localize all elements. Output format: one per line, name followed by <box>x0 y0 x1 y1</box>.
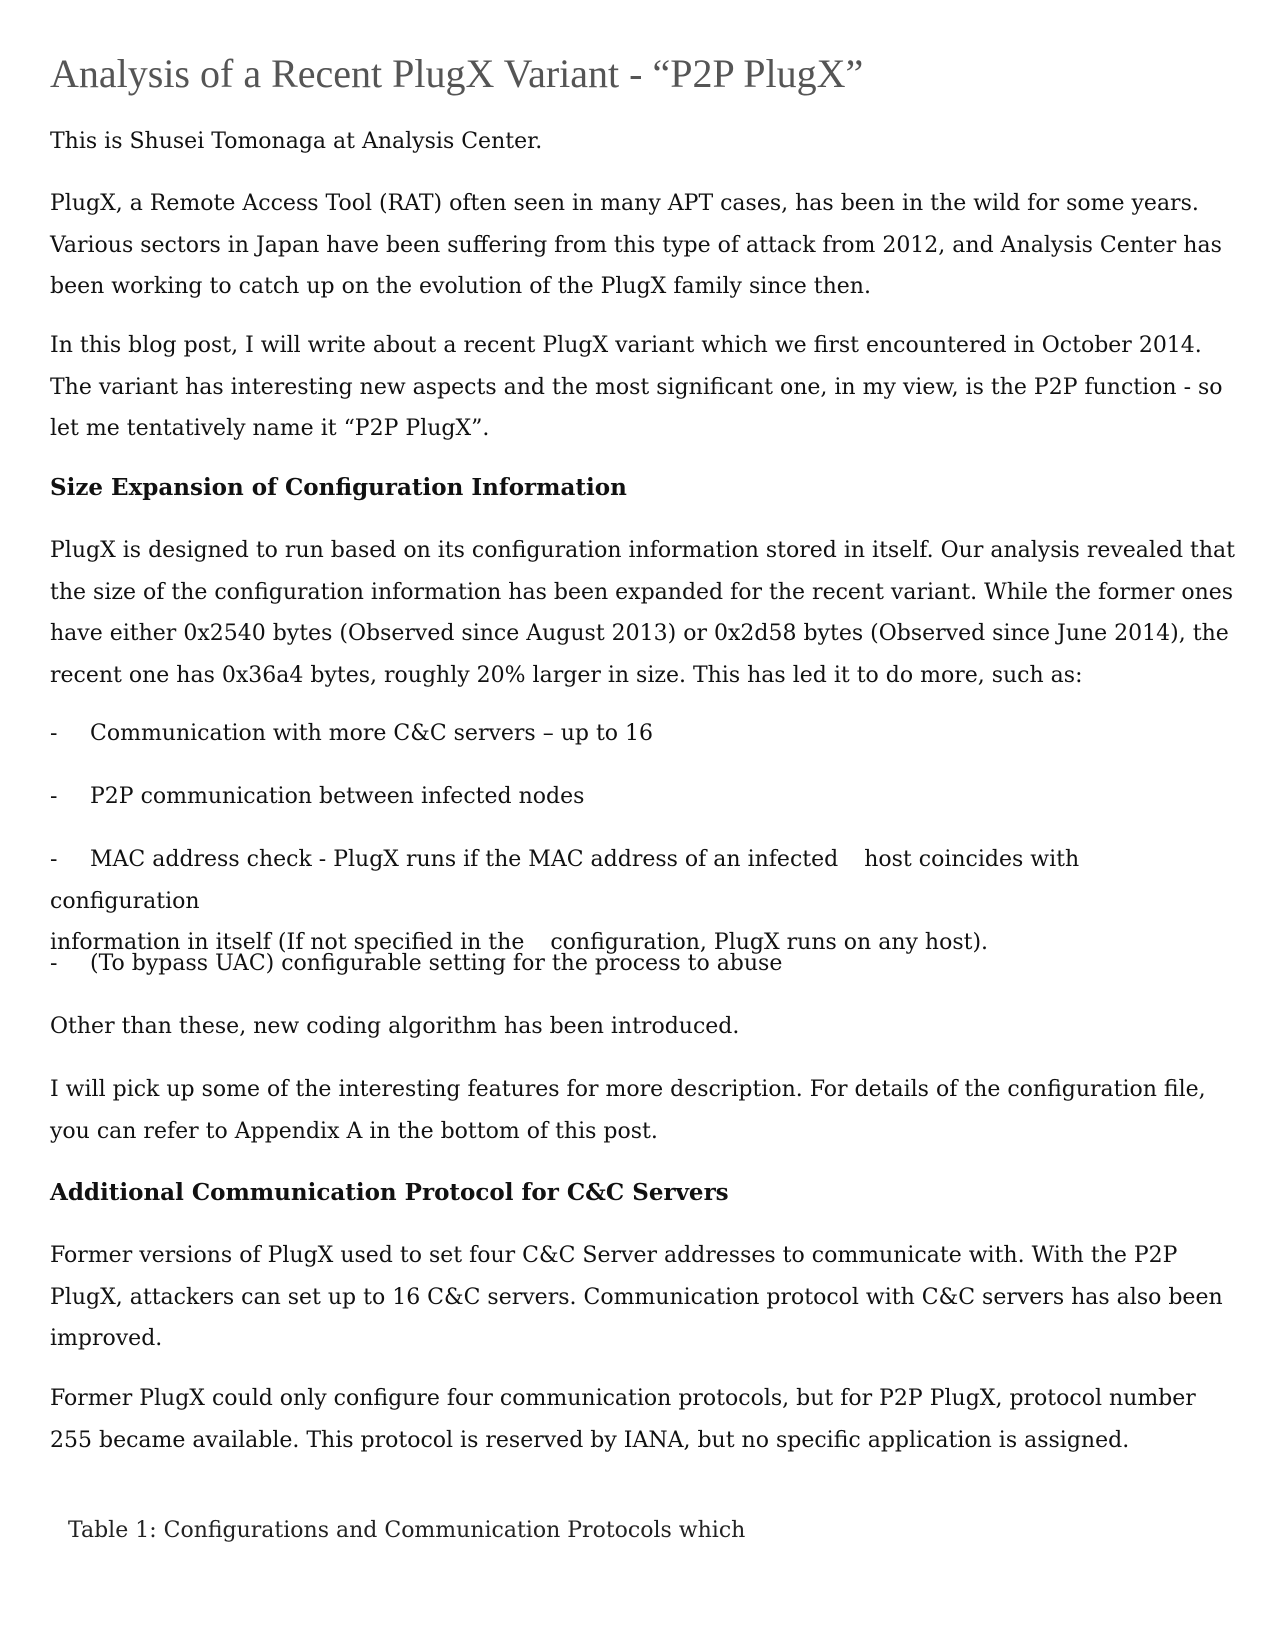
list-item-text: MAC address check - PlugX runs if the MAC address of an infected <box>90 847 839 872</box>
list-item-text: P2P communication between infected nodes <box>90 784 585 809</box>
paragraph-plugx-background: PlugX, a Remote Access Tool (RAT) often seen in many APT cases, has been in the wild for some years. Various sectors in Japan have been suffering from this type of attack from 2012, and Analysis Center has been working to catch up on the evolution of the PlugX family since then. <box>50 191 1222 299</box>
paragraph-new-coding: Other than these, new coding algorithm has been introduced. <box>50 1014 740 1039</box>
table-caption-cut-off: Table 1: Configurations and Communication Protocols which <box>68 1518 746 1543</box>
bullet-dash: - <box>50 721 58 746</box>
list-item <box>50 776 1235 818</box>
bullet-dash: - <box>50 951 58 976</box>
paragraph-protocol-255: Former PlugX could only configure four communication protocols, but for P2P PlugX, protocol number 255 became available. This protocol is reserved by IANA, but no specific application is assigned. <box>50 1386 1196 1453</box>
list-item-text: (To bypass UAC) configurable setting for the process to abuse <box>90 951 783 976</box>
paragraph-cnc-servers: Former versions of PlugX used to set four C&C Server addresses to communicate with. With the P2P PlugX, attackers can set up to 16 C&C servers. Communication protocol with C&C servers has also been improved. <box>50 1243 1223 1351</box>
page-title: Analysis of a Recent PlugX Variant - “P2P PlugX” <box>50 51 864 96</box>
list-item-text: Communication with more C&C servers – up to 16 <box>90 721 654 746</box>
list-item <box>50 713 1235 755</box>
list-item-text-line2-continued: configuration, PlugX runs on any host). <box>550 930 989 955</box>
list-item-text-line2: information in itself (If not specified in the <box>50 930 525 955</box>
list-item <box>50 943 1235 985</box>
list-item-text-continued: host coincides with configuration <box>50 847 1080 914</box>
section-heading-communication-protocol: Additional Communication Protocol for C&C Servers <box>50 1179 729 1206</box>
paragraph-p2p-plugx-intro: In this blog post, I will write about a recent PlugX variant which we first encountered in October 2014. The variant has interesting new aspects and the most significant one, in my view, is the P2P function - so let me tentatively name it “P2P PlugX”. <box>50 333 1223 441</box>
intro-paragraph: This is Shusei Tomonaga at Analysis Center. <box>50 129 543 154</box>
bullet-dash: - <box>50 847 58 872</box>
paragraph-configuration-size: PlugX is designed to run based on its configuration information stored in itself. Our analysis revealed that the size of the configuration information has been expanded for the recent variant. While the former ones have either 0x2540 bytes (Observed since August 2013) or 0x2d58 bytes (Observed since June 2014), the recent one has 0x36a4 bytes, roughly 20% larger in size. This has led it to do more, such as: <box>50 538 1236 688</box>
bullet-dash: - <box>50 784 58 809</box>
paragraph-appendix-reference: I will pick up some of the interesting features for more description. For details of the configuration file, you can refer to Appendix A in the bottom of this post. <box>50 1077 1206 1144</box>
section-heading-size-expansion: Size Expansion of Configuration Information <box>50 474 627 501</box>
